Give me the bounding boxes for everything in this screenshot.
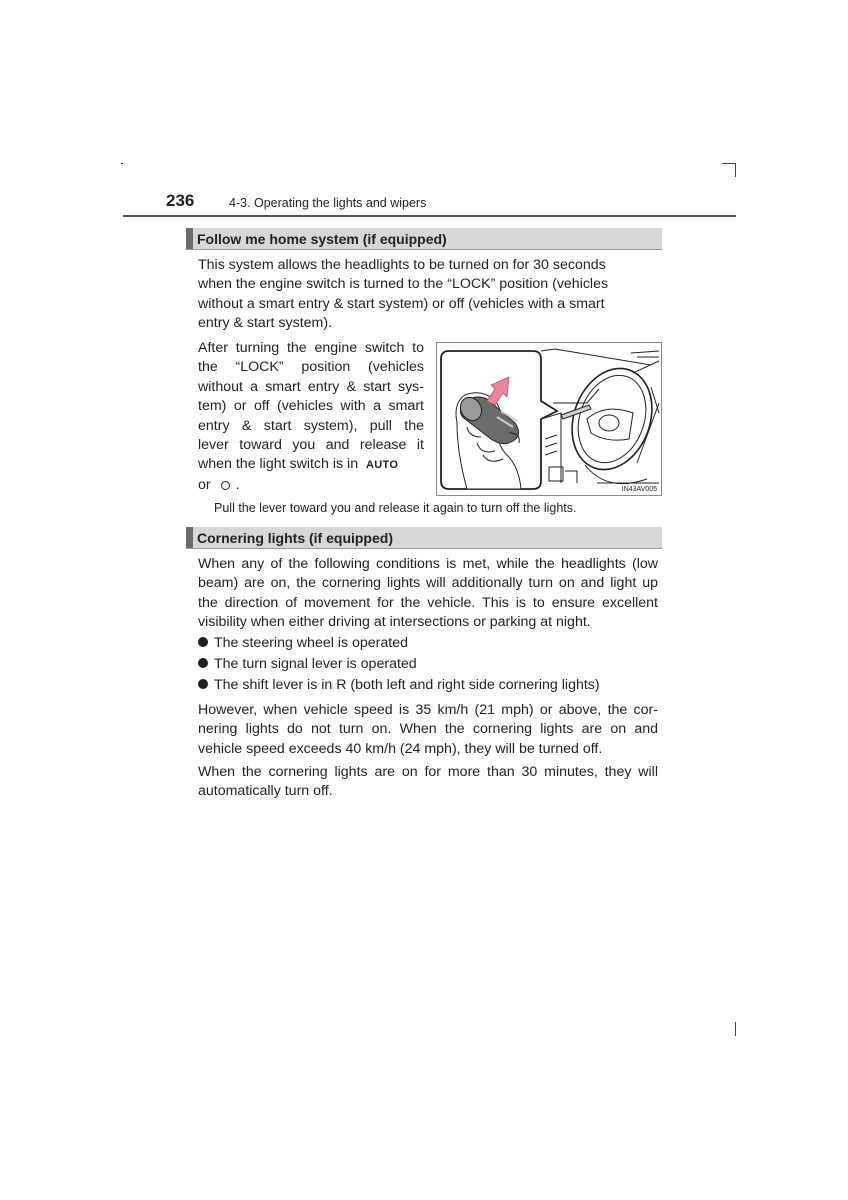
text-line: the direction of movement for the vehicle. This is to ensure excellent <box>198 594 658 611</box>
bullet-text: The steering wheel is operated <box>214 635 409 651</box>
crop-mark-top-left <box>121 163 123 164</box>
figure-caption: Pull the lever toward you and release it again to turn off the lights. <box>214 501 577 515</box>
figure-code: IN43AV005 <box>621 486 657 493</box>
crop-mark-top-right-h <box>722 163 736 164</box>
header-rule <box>123 215 736 217</box>
text-line: beam) are on, the cornering lights will additionally turn on and light up <box>198 575 658 592</box>
text-line: However, when vehicle speed is 35 km/h (21 mph) or above, the cor- <box>198 702 658 718</box>
text-line: without a smart entry & start sys- <box>198 378 424 395</box>
off-symbol-icon <box>221 481 230 490</box>
text-line: entry & start system). <box>198 315 333 332</box>
bullet-icon <box>198 679 208 689</box>
bullet-text: The shift lever is in R (both left and right side cornering lights) <box>214 677 600 693</box>
bullet-text: The turn signal lever is operated <box>214 656 417 672</box>
text-line: entry & start system), pull the <box>198 417 424 434</box>
text-line-with-symbol <box>198 476 424 495</box>
cornering-intro <box>198 555 658 633</box>
follow-me-home-instructions <box>198 339 424 495</box>
cornering-speed-note <box>198 701 658 759</box>
list-item <box>198 677 600 693</box>
or-text: or <box>198 476 211 493</box>
text-line: When the cornering lights are on for more than 30 minutes, they will <box>198 764 658 780</box>
end-period: . <box>235 476 240 493</box>
bullet-icon <box>198 637 208 647</box>
auto-symbol: AUTO <box>366 459 399 472</box>
follow-me-home-intro <box>198 256 658 334</box>
section-heading-follow-me-home <box>186 228 662 250</box>
text-line: When any of the following conditions is met, while the headlights (low <box>198 556 658 572</box>
text-line: visibility when either driving at intersections or parking at night. <box>198 614 591 631</box>
text-line: tem) or off (vehicles with a smart <box>198 398 424 415</box>
text-line: After turning the engine switch to <box>198 340 424 356</box>
instruction-tail: when the light switch is in <box>198 456 359 473</box>
text-line: without a smart entry & start system) or off (vehicles with a smart <box>198 295 605 312</box>
chapter-title: 4-3. Operating the lights and wipers <box>229 196 427 210</box>
section-heading-text: Follow me home system (if equipped) <box>197 231 447 247</box>
text-line: when the engine switch is turned to the “LOCK” position (vehicles <box>198 276 609 293</box>
text-line: lever toward you and release it <box>198 437 424 454</box>
steering-lever-illustration <box>437 343 661 495</box>
page-number: 236 <box>166 191 195 210</box>
crop-mark-top-right-v <box>735 163 736 177</box>
list-item <box>198 635 408 651</box>
section-heading-text: Cornering lights (if equipped) <box>197 530 393 546</box>
text-line: vehicle speed exceeds 40 km/h (24 mph), they will be turned off. <box>198 740 603 757</box>
list-item <box>198 656 417 672</box>
text-line: This system allows the headlights to be turned on for 30 seconds <box>198 257 606 273</box>
bullet-icon <box>198 658 208 668</box>
section-heading-cornering-lights <box>186 527 662 549</box>
cornering-timeout-note <box>198 763 658 802</box>
crop-mark-bottom-right <box>735 1022 736 1036</box>
lever-illustration <box>436 342 662 496</box>
text-line: nering lights do not turn on. When the cornering lights are on and <box>198 721 658 738</box>
text-line: the “LOCK” position (vehicles <box>198 359 424 376</box>
text-line-with-symbol <box>198 455 424 475</box>
text-line: automatically turn off. <box>198 783 333 800</box>
